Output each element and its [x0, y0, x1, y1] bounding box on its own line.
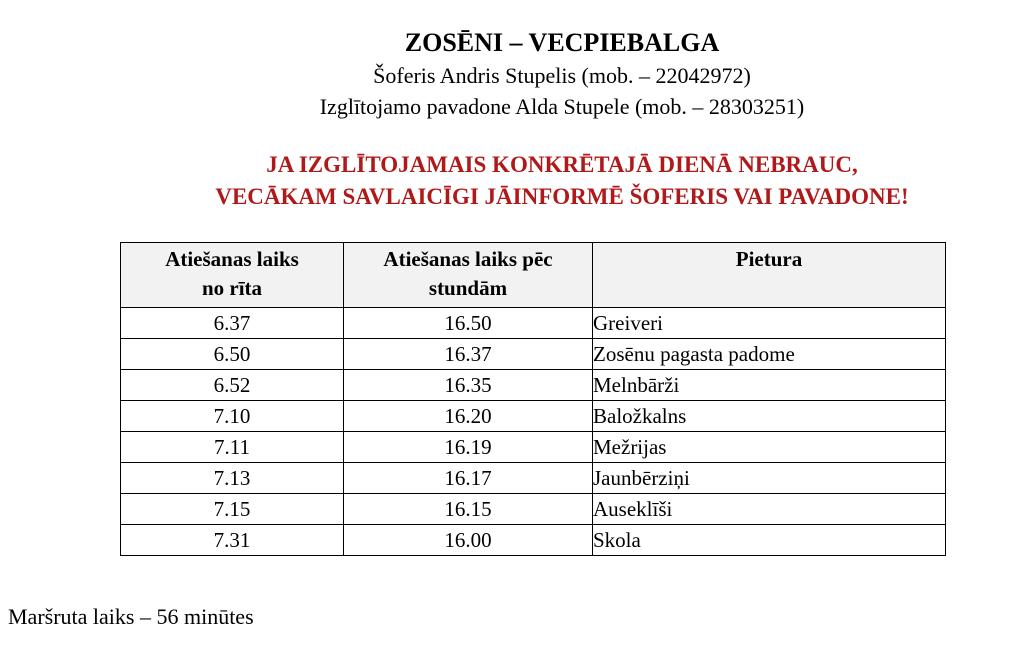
morning-time-cell: 7.31: [121, 525, 344, 556]
stop-name-cell: Melnbārži: [593, 370, 946, 401]
escort-contact: Izglītojamo pavadone Alda Stupele (mob. – 28303251): [319, 94, 805, 119]
morning-time-cell: 7.10: [121, 401, 344, 432]
warning-line-1: JA IZGLĪTOJAMAIS KONKRĒTAJĀ DIENĀ NEBRAUC,: [266, 152, 858, 177]
table-row: [121, 494, 946, 525]
table-header-row: [121, 243, 946, 308]
route-title: ZOSĒNI – VECPIEBALGA: [404, 28, 720, 57]
table-row: [121, 370, 946, 401]
afternoon-time-cell: 16.17: [344, 463, 593, 494]
morning-time-cell: 6.37: [121, 308, 344, 339]
schedule-table: [120, 242, 946, 556]
stop-name-cell: Skola: [593, 525, 946, 556]
table-row: [121, 339, 946, 370]
morning-time-cell: 6.50: [121, 339, 344, 370]
afternoon-time-cell: 16.20: [344, 401, 593, 432]
morning-time-cell: 7.15: [121, 494, 344, 525]
afternoon-time-cell: 16.37: [344, 339, 593, 370]
table-row: [121, 308, 946, 339]
header-afternoon-departure: [344, 243, 593, 308]
afternoon-time-cell: 16.50: [344, 308, 593, 339]
stop-name-cell: Mežrijas: [593, 432, 946, 463]
driver-contact: Šoferis Andris Stupelis (mob. – 22042972): [373, 63, 751, 88]
afternoon-time-cell: 16.19: [344, 432, 593, 463]
header-stop: Pietura: [593, 243, 946, 308]
stop-name-cell: Greiveri: [593, 308, 946, 339]
stop-name-cell: Zosēnu pagasta padome: [593, 339, 946, 370]
morning-time-cell: 6.52: [121, 370, 344, 401]
table-row: [121, 432, 946, 463]
header-morning-line2: no rīta: [201, 276, 263, 300]
table-row: [121, 463, 946, 494]
morning-time-cell: 7.11: [121, 432, 344, 463]
table-row: [121, 525, 946, 556]
stop-name-cell: Baložkalns: [593, 401, 946, 432]
stop-name-cell: Auseklīši: [593, 494, 946, 525]
schedule-body: [121, 308, 946, 556]
header-morning-line1: Atiešanas laiks: [165, 247, 299, 271]
afternoon-time-cell: 16.00: [344, 525, 593, 556]
table-row: [121, 401, 946, 432]
header-afternoon-line2: stundām: [428, 276, 508, 300]
afternoon-time-cell: 16.35: [344, 370, 593, 401]
header-morning-departure: [121, 243, 344, 308]
stop-name-cell: Jaunbērziņi: [593, 463, 946, 494]
route-duration: Maršruta laiks – 56 minūtes: [8, 604, 254, 629]
morning-time-cell: 7.13: [121, 463, 344, 494]
afternoon-time-cell: 16.15: [344, 494, 593, 525]
warning-line-2: VECĀKAM SAVLAICĪGI JĀINFORMĒ ŠOFERIS VAI PAVADONE!: [215, 184, 909, 209]
header-afternoon-line1: Atiešanas laiks pēc: [383, 247, 553, 271]
